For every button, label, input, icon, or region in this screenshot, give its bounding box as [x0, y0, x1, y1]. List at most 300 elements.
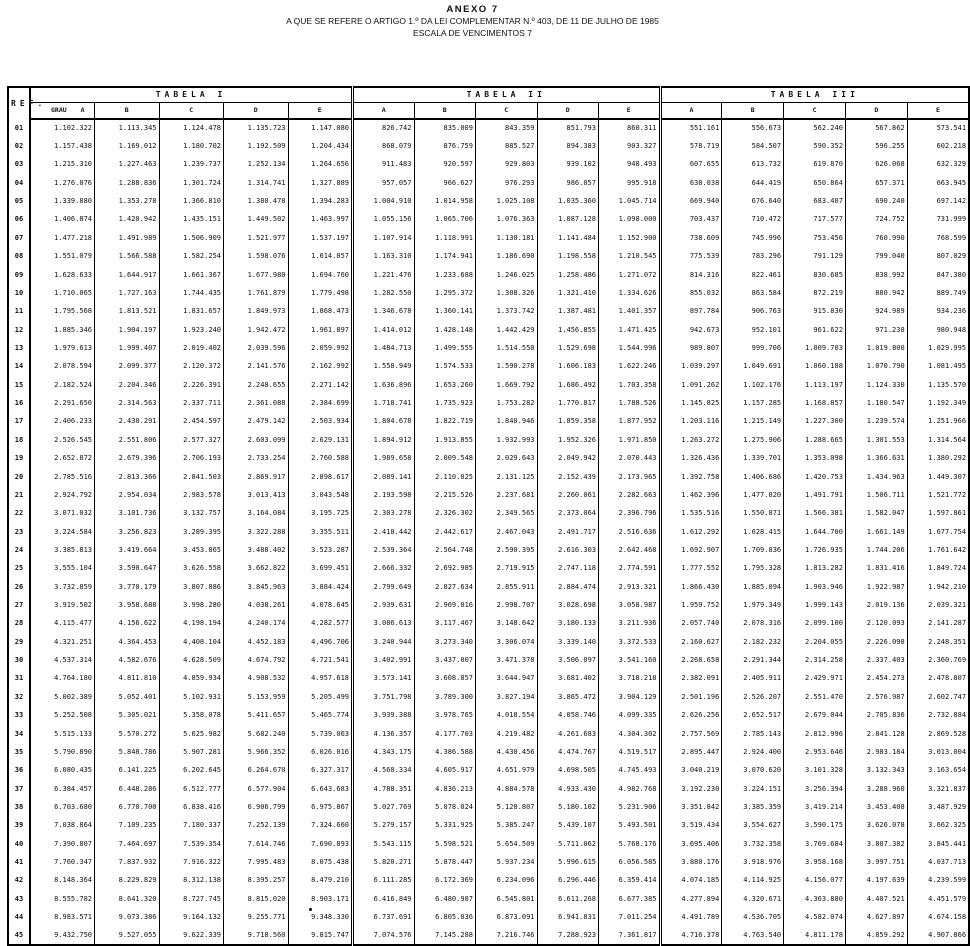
salary-cell: 5.411.657 — [224, 707, 289, 725]
salary-cell: 4.496.706 — [288, 633, 353, 651]
salary-cell: 3.419.664 — [95, 541, 160, 559]
salary-cell: 1.227.463 — [95, 156, 160, 174]
salary-cell: 1.276.076 — [30, 174, 95, 192]
salary-cell: 7.614.746 — [224, 835, 289, 853]
salary-cell: 8.075.438 — [288, 853, 353, 871]
salary-cell: 1.669.792 — [476, 376, 538, 394]
salary-cell: 1.779.498 — [288, 284, 353, 302]
salary-cell: 889.749 — [907, 284, 969, 302]
salary-cell: 826.742 — [353, 119, 415, 137]
salary-cell: 4.099.335 — [599, 707, 661, 725]
salary-cell: 1.360.141 — [414, 303, 476, 321]
ref-cell: 11 — [8, 303, 30, 321]
salary-cell: 5.598.521 — [414, 835, 476, 853]
salary-cell: 2.405.911 — [722, 670, 784, 688]
salary-cell: 3.322.288 — [224, 523, 289, 541]
table-row — [8, 560, 969, 578]
salary-cell: 3.487.929 — [907, 798, 969, 816]
salary-cell: 4.519.517 — [599, 743, 661, 761]
salary-cell: 1.979.613 — [30, 339, 95, 357]
ref-cell: 17 — [8, 413, 30, 431]
salary-cell: 9.073.386 — [95, 908, 160, 926]
salary-cell: 6.770.700 — [95, 798, 160, 816]
salary-cell: 830.685 — [784, 266, 846, 284]
table-row — [8, 725, 969, 743]
salary-cell: 1.406.874 — [30, 211, 95, 229]
salary-cell: 1.435.151 — [159, 211, 224, 229]
tabela-i-header: TABELA I — [30, 87, 353, 103]
salary-cell: 1.550.871 — [722, 505, 784, 523]
salary-cell: 2.785.516 — [30, 468, 95, 486]
salary-cell: 989.807 — [660, 339, 722, 357]
salary-cell: 2.642.468 — [599, 541, 661, 559]
salary-cell: 4.277.894 — [660, 890, 722, 908]
salary-cell: 5.543.115 — [353, 835, 415, 853]
salary-cell: 5.570.272 — [95, 725, 160, 743]
salary-cell: 1.246.025 — [476, 266, 538, 284]
salary-cell: 1.484.713 — [353, 339, 415, 357]
salary-cell: 1.979.349 — [722, 596, 784, 614]
salary-cell: 4.240.174 — [224, 615, 289, 633]
salary-cell: 1.735.923 — [414, 394, 476, 412]
ref-cell: 33 — [8, 707, 30, 725]
grade-header-3-c: C — [784, 103, 846, 120]
salary-cell: 2.501.196 — [660, 688, 722, 706]
salary-cell: 1.491.791 — [784, 486, 846, 504]
salary-cell: 843.359 — [476, 119, 538, 137]
salary-cell: 2.039.596 — [224, 339, 289, 357]
salary-cell: 1.301.724 — [159, 174, 224, 192]
grade-header-1-c: C — [159, 103, 224, 120]
salary-cell: 1.521.772 — [907, 486, 969, 504]
grade-letter: A — [80, 106, 85, 115]
salary-cell: 1.192.509 — [224, 137, 289, 155]
salary-cell: 1.366.631 — [845, 449, 907, 467]
salary-cell: 2.827.634 — [414, 578, 476, 596]
salary-cell: 1.353.098 — [784, 449, 846, 467]
annex-title: ANEXO 7 — [446, 4, 499, 15]
salary-cell: 3.013.413 — [224, 486, 289, 504]
table-row — [8, 578, 969, 596]
salary-cell: 1.130.181 — [476, 229, 538, 247]
salary-cell: 2.733.254 — [224, 449, 289, 467]
grade-header-2-e: E — [599, 103, 661, 120]
grade-header-3-a: A — [660, 103, 722, 120]
salary-cell: 2.291.650 — [30, 394, 95, 412]
salary-cell: 2.939.631 — [353, 596, 415, 614]
salary-cell: 1.718.741 — [353, 394, 415, 412]
salary-cell: 6.703.680 — [30, 798, 95, 816]
salary-cell: 3.732.358 — [722, 835, 784, 853]
salary-cell: 1.558.949 — [353, 358, 415, 376]
ref-cell: 16 — [8, 394, 30, 412]
salary-cell: 6.805.036 — [414, 908, 476, 926]
salary-cell: 1.606.183 — [537, 358, 599, 376]
salary-cell: 6.327.317 — [288, 762, 353, 780]
salary-cell: 3.695.406 — [660, 835, 722, 853]
table-row — [8, 670, 969, 688]
ref-cell: 12 — [8, 321, 30, 339]
salary-cell: 1.644.700 — [784, 523, 846, 541]
salary-cell: 1.055.156 — [353, 211, 415, 229]
salary-cell: 1.770.817 — [537, 394, 599, 412]
salary-cell: 4.907.866 — [907, 927, 969, 945]
salary-cell: 7.361.817 — [599, 927, 661, 945]
salary-cell: 3.573.141 — [353, 670, 415, 688]
ref-cell: 04 — [8, 174, 30, 192]
salary-cell: 2.271.142 — [288, 376, 353, 394]
salary-cell: 6.141.225 — [95, 762, 160, 780]
salary-cell: 1.449.502 — [224, 211, 289, 229]
salary-cell: 6.611.268 — [537, 890, 599, 908]
salary-cell: 6.264.670 — [224, 762, 289, 780]
salary-cell: 3.256.823 — [95, 523, 160, 541]
salary-cell: 573.541 — [907, 119, 969, 137]
salary-cell: 1.574.533 — [414, 358, 476, 376]
salary-cell: 2.983.184 — [845, 743, 907, 761]
salary-cell: 2.953.646 — [784, 743, 846, 761]
ref-cell: 05 — [8, 192, 30, 210]
salary-cell: 906.763 — [722, 303, 784, 321]
salary-cell: 775.539 — [660, 248, 722, 266]
salary-cell: 690.240 — [845, 192, 907, 210]
salary-cell: 4.674.792 — [224, 651, 289, 669]
ref-cell: 32 — [8, 688, 30, 706]
salary-cell: 1.566.381 — [784, 505, 846, 523]
grade-header-2-b: B — [414, 103, 476, 120]
salary-cell: 2.326.302 — [414, 505, 476, 523]
salary-cell: 4.198.194 — [159, 615, 224, 633]
ref-cell: 06 — [8, 211, 30, 229]
salary-cell: 2.162.992 — [288, 358, 353, 376]
salary-cell: 2.719.915 — [476, 560, 538, 578]
salary-cell: 5.682.240 — [224, 725, 289, 743]
salary-cell: 4.451.579 — [907, 890, 969, 908]
salary-cell: 4.536.705 — [722, 908, 784, 926]
salary-cell: 1.420.753 — [784, 468, 846, 486]
salary-cell: 3.273.340 — [414, 633, 476, 651]
salary-cell: 1.813.521 — [95, 303, 160, 321]
salary-cell: 8.983.571 — [30, 908, 95, 926]
table-row — [8, 743, 969, 761]
salary-cell: 3.164.084 — [224, 505, 289, 523]
salary-cell: 7.216.746 — [476, 927, 538, 945]
salary-cell: 638.038 — [660, 174, 722, 192]
salary-cell: 952.101 — [722, 321, 784, 339]
salary-cell: 2.152.439 — [537, 468, 599, 486]
salary-cell: 2.373.064 — [537, 505, 599, 523]
salary-cell: 2.291.344 — [722, 651, 784, 669]
salary-cell: 3.554.627 — [722, 817, 784, 835]
salary-cell: 2.590.395 — [476, 541, 538, 559]
salary-cell: 2.314.563 — [95, 394, 160, 412]
salary-cell: 1.859.358 — [537, 413, 599, 431]
salary-cell: 1.113.345 — [95, 119, 160, 137]
salary-cell: 791.129 — [784, 248, 846, 266]
ref-cell: 35 — [8, 743, 30, 761]
salary-cell: 920.597 — [414, 156, 476, 174]
salary-cell: 3.132.343 — [845, 762, 907, 780]
salary-cell: 2.268.658 — [660, 651, 722, 669]
salary-cell: 5.907.281 — [159, 743, 224, 761]
salary-cell: 4.320.671 — [722, 890, 784, 908]
table-row — [8, 394, 969, 412]
salary-cell: 1.009.703 — [784, 339, 846, 357]
salary-cell: 3.086.613 — [353, 615, 415, 633]
salary-cell: 4.197.639 — [845, 872, 907, 890]
salary-cell: 3.163.654 — [907, 762, 969, 780]
salary-cell: 753.456 — [784, 229, 846, 247]
ref-cell: 34 — [8, 725, 30, 743]
table-row — [8, 541, 969, 559]
salary-cell: 2.173.965 — [599, 468, 661, 486]
salary-cell: 934.236 — [907, 303, 969, 321]
ref-cell: 07 — [8, 229, 30, 247]
salary-cell: 1.339.701 — [722, 449, 784, 467]
ref-cell: 03 — [8, 156, 30, 174]
salary-cell: 1.065.706 — [414, 211, 476, 229]
salary-cell: 3.998.280 — [159, 596, 224, 614]
salary-cell: 3.419.214 — [784, 798, 846, 816]
salary-cell: 2.479.142 — [224, 413, 289, 431]
salary-cell: 1.903.946 — [784, 578, 846, 596]
salary-cell: 1.499.555 — [414, 339, 476, 357]
salary-cell: 1.622.246 — [599, 358, 661, 376]
salary-cell: 4.304.302 — [599, 725, 661, 743]
ref-cell: 25 — [8, 560, 30, 578]
salary-cell: 3.918.976 — [722, 853, 784, 871]
salary-cell: 1.428.148 — [414, 321, 476, 339]
salary-cell: 1.795.328 — [722, 560, 784, 578]
table-row — [8, 596, 969, 614]
salary-cell: 1.288.665 — [784, 431, 846, 449]
table-row — [8, 890, 969, 908]
salary-cell: 1.314.564 — [907, 431, 969, 449]
salary-cell: 1.849.973 — [224, 303, 289, 321]
salary-cell: 3.372.533 — [599, 633, 661, 651]
table-row — [8, 137, 969, 155]
salary-cell: 5.739.063 — [288, 725, 353, 743]
salary-cell: 8.395.257 — [224, 872, 289, 890]
salary-cell: 783.296 — [722, 248, 784, 266]
salary-cell: 5.996.615 — [537, 853, 599, 871]
salary-cell: 2.160.627 — [660, 633, 722, 651]
salary-cell: 1.813.282 — [784, 560, 846, 578]
salary-cell: 3.288.960 — [845, 780, 907, 798]
salary-cell: 6.111.285 — [353, 872, 415, 890]
salary-cell: 2.120.093 — [845, 615, 907, 633]
salary-cell: 2.924.792 — [30, 486, 95, 504]
salary-cell: 3.385.359 — [722, 798, 784, 816]
salary-cell: 5.515.133 — [30, 725, 95, 743]
salary-cell: 2.652.517 — [722, 707, 784, 725]
salary-cell: 551.161 — [660, 119, 722, 137]
salary-cell: 7.011.254 — [599, 908, 661, 926]
table-group-header-row — [8, 87, 969, 103]
salary-cell: 4.219.482 — [476, 725, 538, 743]
salary-cell: 3.453.865 — [159, 541, 224, 559]
salary-cell: 7.995.483 — [224, 853, 289, 871]
salary-cell: 1.288.836 — [95, 174, 160, 192]
salary-cell: 847.380 — [907, 266, 969, 284]
salary-cell: 2.616.303 — [537, 541, 599, 559]
salary-cell: 1.866.430 — [660, 578, 722, 596]
grade-header-3-d: D — [845, 103, 907, 120]
table-row — [8, 780, 969, 798]
salary-cell: 710.472 — [722, 211, 784, 229]
salary-cell: 2.418.442 — [353, 523, 415, 541]
salary-cell: 2.182.524 — [30, 376, 95, 394]
salary-cell: 4.114.925 — [722, 872, 784, 890]
salary-cell: 4.908.532 — [224, 670, 289, 688]
salary-cell: 4.407.521 — [845, 890, 907, 908]
table-row — [8, 615, 969, 633]
ref-cell: 08 — [8, 248, 30, 266]
salary-cell: 3.488.402 — [224, 541, 289, 559]
salary-cell: 2.526.207 — [722, 688, 784, 706]
ref-cell: 26 — [8, 578, 30, 596]
salary-cell: 3.751.798 — [353, 688, 415, 706]
salary-cell: 6.512.777 — [159, 780, 224, 798]
salary-cell: 2.539.364 — [353, 541, 415, 559]
salary-cell: 6.677.385 — [599, 890, 661, 908]
salary-cell: 2.478.807 — [907, 670, 969, 688]
salary-cell: 7.252.139 — [224, 817, 289, 835]
salary-cell: 1.233.688 — [414, 266, 476, 284]
salary-cell: 4.537.314 — [30, 651, 95, 669]
salary-cell: 3.040.219 — [660, 762, 722, 780]
salary-cell: 8.641.320 — [95, 890, 160, 908]
salary-cell: 1.744.435 — [159, 284, 224, 302]
table-row — [8, 174, 969, 192]
salary-cell: 5.711.062 — [537, 835, 599, 853]
ref-cell: 41 — [8, 853, 30, 871]
salary-cell: 4.698.505 — [537, 762, 599, 780]
salary-cell: 3.211.936 — [599, 615, 661, 633]
salary-cell: 1.804.678 — [353, 413, 415, 431]
salary-cell: 4.321.251 — [30, 633, 95, 651]
salary-cell: 2.039.321 — [907, 596, 969, 614]
salary-cell: 2.337.403 — [845, 651, 907, 669]
salary-cell: 4.716.378 — [660, 927, 722, 945]
salary-cell: 961.622 — [784, 321, 846, 339]
salary-cell: 2.078.316 — [722, 615, 784, 633]
salary-cell: 2.260.061 — [537, 486, 599, 504]
salary-cell: 1.135.723 — [224, 119, 289, 137]
grade-header-1-d: D — [224, 103, 289, 120]
salary-cell: 2.057.740 — [660, 615, 722, 633]
salary-cell: 2.248.655 — [224, 376, 289, 394]
print-speck — [309, 908, 312, 911]
salary-cell: 7.464.697 — [95, 835, 160, 853]
salary-cell: 1.462.396 — [660, 486, 722, 504]
salary-cell: 3.306.074 — [476, 633, 538, 651]
salary-cell: 2.813.366 — [95, 468, 160, 486]
ref-cell: 23 — [8, 523, 30, 541]
salary-cell: 4.582.676 — [95, 651, 160, 669]
salary-cell: 2.110.025 — [414, 468, 476, 486]
salary-cell: 1.456.855 — [537, 321, 599, 339]
salary-cell: 948.493 — [599, 156, 661, 174]
table-row — [8, 707, 969, 725]
salary-cell: 1.380.292 — [907, 449, 969, 467]
salary-cell: 911.483 — [353, 156, 415, 174]
salary-cell: 4.078.645 — [288, 596, 353, 614]
salary-cell: 1.301.553 — [845, 431, 907, 449]
salary-cell: 3.555.104 — [30, 560, 95, 578]
salary-cell: 4.764.180 — [30, 670, 95, 688]
salary-cell: 1.029.995 — [907, 339, 969, 357]
salary-cell: 3.769.684 — [784, 835, 846, 853]
salary-cell: 2.442.617 — [414, 523, 476, 541]
salary-cell: 8.815.020 — [224, 890, 289, 908]
salary-cell: 2.705.836 — [845, 707, 907, 725]
salary-cell: 2.602.747 — [907, 688, 969, 706]
salary-cell: 1.314.741 — [224, 174, 289, 192]
salary-cell: 1.971.850 — [599, 431, 661, 449]
salary-cell: 4.177.703 — [414, 725, 476, 743]
salary-cell: 2.141.576 — [224, 358, 289, 376]
salary-cell: 876.759 — [414, 137, 476, 155]
ref-cell: 31 — [8, 670, 30, 688]
salary-scale-table — [7, 86, 970, 946]
salary-cell: 1.239.737 — [159, 156, 224, 174]
salary-cell: 2.282.663 — [599, 486, 661, 504]
tabela-iii-header: TABELA III — [660, 87, 969, 103]
salary-cell: 4.836.213 — [414, 780, 476, 798]
salary-cell: 1.744.206 — [845, 541, 907, 559]
salary-cell: 1.582.047 — [845, 505, 907, 523]
salary-cell: 6.359.414 — [599, 872, 661, 890]
scale-title: ESCALA DE VENCIMENTOS 7 — [413, 28, 532, 38]
salary-cell: 2.692.985 — [414, 560, 476, 578]
salary-cell: 3.884.424 — [288, 578, 353, 596]
salary-cell: 3.437.007 — [414, 651, 476, 669]
salary-cell: 814.316 — [660, 266, 722, 284]
salary-cell: 9.527.055 — [95, 927, 160, 945]
salary-cell: 1.102.176 — [722, 376, 784, 394]
salary-cell: 7.074.576 — [353, 927, 415, 945]
salary-cell: 8.727.745 — [159, 890, 224, 908]
salary-cell: 6.026.016 — [288, 743, 353, 761]
salary-cell: 2.785.143 — [722, 725, 784, 743]
salary-cell: 2.626.256 — [660, 707, 722, 725]
salary-cell: 2.430.291 — [95, 413, 160, 431]
salary-cell: 2.652.872 — [30, 449, 95, 467]
salary-cell: 3.626.078 — [845, 817, 907, 835]
ref-cell: 44 — [8, 908, 30, 926]
salary-cell: 1.124.478 — [159, 119, 224, 137]
salary-cell: 2.226.098 — [845, 633, 907, 651]
salary-cell: 1.913.855 — [414, 431, 476, 449]
ref-cell: 39 — [8, 817, 30, 835]
salary-cell: 1.180.547 — [845, 394, 907, 412]
salary-cell: 939.102 — [537, 156, 599, 174]
salary-cell: 2.576.987 — [845, 688, 907, 706]
salary-cell: 1.321.410 — [537, 284, 599, 302]
salary-cell: 1.686.492 — [537, 376, 599, 394]
grade-header-3-e: E — [907, 103, 969, 120]
salary-cell: 2.029.643 — [476, 449, 538, 467]
salary-cell: 986.057 — [537, 174, 599, 192]
table-row — [8, 688, 969, 706]
salary-cell: 4.811.178 — [784, 927, 846, 945]
salary-cell: 5.465.774 — [288, 707, 353, 725]
salary-cell: 880.942 — [845, 284, 907, 302]
salary-cell: 1.703.358 — [599, 376, 661, 394]
salary-cell: 999.706 — [722, 339, 784, 357]
salary-cell: 4.430.456 — [476, 743, 538, 761]
